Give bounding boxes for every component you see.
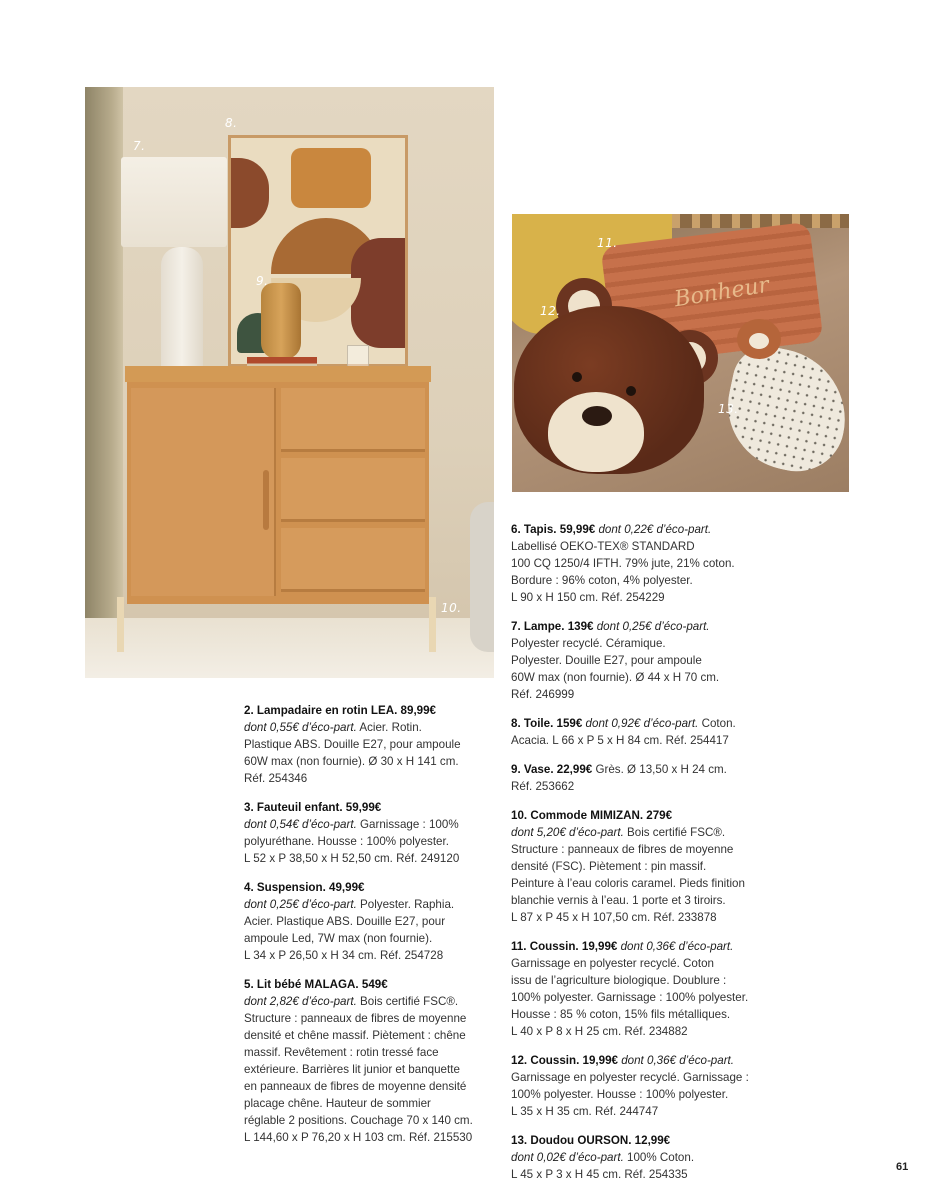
photo-label: 11. <box>597 236 618 250</box>
product-title: 2. Lampadaire en rotin LEA. 89,99€ <box>244 704 437 717</box>
eco-part: dont 0,36€ d’éco-part. <box>617 940 734 953</box>
product-title: 11. Coussin. 19,99€ <box>511 940 618 953</box>
product-description: Garnissage en polyester recyclé. Garnissage : 100% polyester. Housse : 100% polyester. L 35 x H 35 cm. Réf. 244747 <box>511 1071 749 1118</box>
product-description: Polyester recyclé. Céramique. Polyester. Douille E27, pour ampoule 60W max (non fournie). Ø 44 x H 70 cm. Réf. 246999 <box>511 637 720 701</box>
eco-part: dont 5,20€ d’éco-part. <box>511 826 624 839</box>
product-title: 5. Lit bébé MALAGA. 549€ <box>244 978 388 991</box>
eco-part: dont 0,54€ d’éco-part. <box>244 818 357 831</box>
product-list-left <box>244 702 489 1158</box>
product-description: 100% Coton. L 45 x P 3 x H 45 cm. Réf. 254335 <box>511 1151 695 1181</box>
photo-label: 10. <box>441 601 462 615</box>
product-description: Polyester. Raphia. Acier. Plastique ABS. Douille E27, pour ampoule Led, 7W max (non fournie). L 34 x P 26,50 x H 34 cm. Réf. 254728 <box>244 898 455 962</box>
product-entry <box>511 1052 771 1120</box>
drawer <box>281 388 425 452</box>
eco-part: dont 0,55€ d’éco-part. <box>244 721 357 734</box>
eco-part: dont 0,25€ d’éco-part. <box>593 620 710 633</box>
bear-cushion <box>514 306 704 474</box>
product-entry <box>511 618 771 703</box>
product-description: Labellisé OEKO-TEX® STANDARD 100 CQ 1250/4 IFTH. 79% jute, 21% coton. Bordure : 96% coton, 4% polyester. L 90 x H 150 cm. Réf. 254229 <box>511 540 735 604</box>
product-title: 6. Tapis. 59,99€ <box>511 523 596 536</box>
drawer <box>281 458 425 522</box>
product-title: 13. Doudou OURSON. 12,99€ <box>511 1134 671 1147</box>
photo-label: 13. <box>718 402 739 416</box>
photo-label: 12. <box>540 304 561 318</box>
product-description: Garnissage : 100% polyuréthane. Housse : 100% polyester. L 52 x P 38,50 x H 52,50 cm. Réf. 249120 <box>244 818 460 865</box>
pillow-embroidery: Bonheur <box>672 272 771 313</box>
product-description: Garnissage en polyester recyclé. Coton issu de l’agriculture biologique. Doublure : 100% polyester. Garnissage : 100% polyester. Housse : 85 % coton, 15% fils métalliques. L 40 x P 8 x H 25 cm. Réf. 234882 <box>511 957 749 1038</box>
bear-nose <box>582 406 612 426</box>
product-entry <box>511 521 771 606</box>
eco-part: dont 0,25€ d’éco-part. <box>244 898 357 911</box>
product-description: Bois certifié FSC®. Structure : panneaux de fibres de moyenne densité et chêne massif. Piètement : chêne massif. Revêtement : rotin tressé face extérieure. Barrières lit junior et banquette en panneaux de fibres de moyenne densité placage chêne. Hauteur de sommier réglable 2 positions. Couchage 70 x 140 cm. L 144,60 x P 76,20 x H 103 cm. Réf. 215530 <box>244 995 473 1144</box>
product-entry <box>244 879 489 964</box>
lamp-shade <box>121 157 227 247</box>
product-photo-sideboard <box>85 87 494 678</box>
sideboard-leg <box>429 597 436 652</box>
bear-doudou <box>727 319 847 469</box>
eco-part: dont 0,22€ d’éco-part. <box>595 523 712 536</box>
product-entry <box>511 761 771 795</box>
product-entry <box>244 976 489 1146</box>
door-handle <box>263 470 269 530</box>
eco-part: dont 2,82€ d’éco-part. <box>244 995 357 1008</box>
sideboard-leg <box>117 597 124 652</box>
photo-label: 9. <box>256 274 269 288</box>
sideboard-door <box>131 388 276 596</box>
lamp-base <box>161 247 203 375</box>
product-title: 3. Fauteuil enfant. 59,99€ <box>244 801 382 814</box>
product-title: 4. Suspension. 49,99€ <box>244 881 365 894</box>
product-title: 8. Toile. 159€ <box>511 717 583 730</box>
product-description: Bois certifié FSC®. Structure : panneaux de fibres de moyenne densité (FSC). Piètement : pin massif. Peinture à l’eau coloris caramel. Pieds finition blanchie vernis à l’eau. 1 porte et 3 tiroirs. L 87 x P 45 x H 107,50 cm. Réf. 233878 <box>511 826 745 924</box>
drawer <box>281 528 425 592</box>
product-description: Acier. Rotin. Plastique ABS. Douille E27, pour ampoule 60W max (non fournie). Ø 30 x H 141 cm. Réf. 254346 <box>244 721 461 785</box>
armchair <box>470 502 494 652</box>
canvas-artwork <box>228 135 408 367</box>
eco-part: dont 0,36€ d’éco-part. <box>617 1054 735 1067</box>
product-entry <box>244 799 489 867</box>
product-title: 12. Coussin. 19,99€ <box>511 1054 618 1067</box>
photo-label: 8. <box>225 116 238 130</box>
sideboard <box>127 382 429 604</box>
product-entry <box>511 938 771 1040</box>
product-photo-nursery <box>512 214 849 492</box>
doudou-head <box>737 319 781 359</box>
product-title: 10. Commode MIMIZAN. 279€ <box>511 809 673 822</box>
product-entry <box>244 702 489 787</box>
eco-part: dont 0,92€ d’éco-part. <box>582 717 699 730</box>
product-entry <box>511 715 771 749</box>
vase <box>261 283 301 359</box>
product-entry <box>511 807 771 926</box>
product-description: Grès. Ø 13,50 x H 24 cm. Réf. 253662 <box>511 763 727 793</box>
sideboard-top <box>125 366 431 382</box>
wall-edge <box>85 87 123 678</box>
product-title: 9. Vase. 22,99€ <box>511 763 593 776</box>
page-number: 61 <box>896 1161 909 1173</box>
product-list-right <box>511 521 771 1195</box>
product-entry <box>511 1132 771 1183</box>
bear-muzzle <box>548 392 644 472</box>
photo-label: 7. <box>133 139 146 153</box>
product-title: 7. Lampe. 139€ <box>511 620 594 633</box>
product-description: Coton. Acacia. L 66 x P 5 x H 84 cm. Réf. 254417 <box>511 717 736 747</box>
eco-part: dont 0,02€ d’éco-part. <box>511 1151 624 1164</box>
